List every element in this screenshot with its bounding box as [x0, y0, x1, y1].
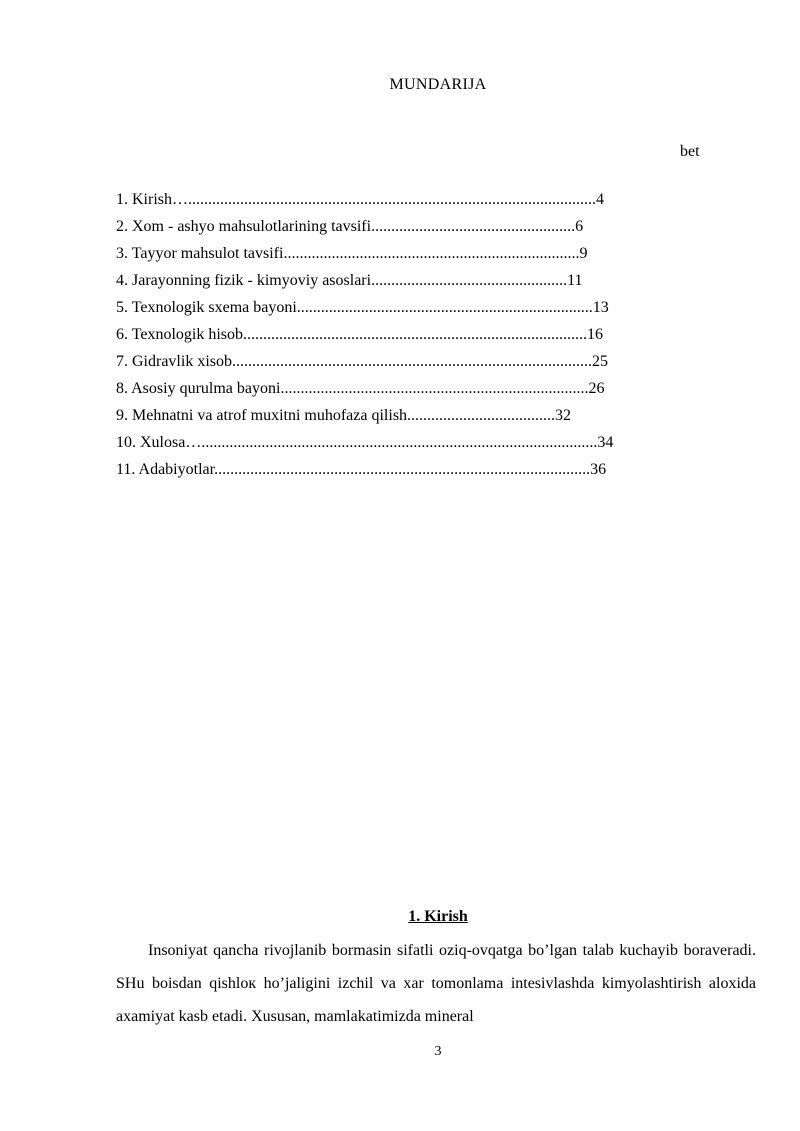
- toc-entry-texnologik-sxema: 5. Texnologik sxema bayoni..........................................................................13: [116, 299, 609, 316]
- toc-entry-asosiy-qurulma: 8. Asosiy qurulma bayoni.............................................................................26: [116, 380, 605, 397]
- table-of-contents: [116, 190, 613, 487]
- toc-title: MUNDARIJA: [389, 76, 487, 93]
- toc-entry-xom-ashyo: 2. Xom - ashyo mahsulotlarining tavsifi...................................................6: [116, 218, 584, 235]
- section-paragraph: Insoniyat qancha rivojlanib bormasin sifatli oziq-ovqatga bo’lgan talab kuchayib boraveradi. SHu boisdan qishloк ho’jaligini izchil va xar tomonlama intesivlashda kimyolashtirish aloxida axamiyat kasb etadi. Xususan, mamlakatimizda mineral: [116, 942, 756, 1025]
- section-heading: 1. Kirish: [408, 908, 468, 925]
- toc-entry-mehnat-muhofaza: 9. Mehnatni va atrof muxitni muhofaza qilish.....................................32: [116, 407, 572, 424]
- toc-entry-texnologik-hisob: 6. Texnologik hisob......................................................................................16: [116, 326, 604, 343]
- page-column-label: bet: [680, 143, 700, 160]
- toc-entry-xulosa: 10. Xulosa…...................................................................................................34: [116, 434, 614, 451]
- toc-entry-adabiyotlar: 11. Adabiyotlar..............................................................................................36: [116, 461, 607, 478]
- toc-entry-kirish: 1. Kirish…......................................................................................................4: [116, 191, 604, 208]
- toc-entry-fizik-kimyoviy: 4. Jarayonning fizik - kimyoviy asoslari.................................................11: [116, 272, 583, 289]
- toc-entry-gidravlik-xisob: 7. Gidravlik xisob..........................................................................................25: [116, 353, 608, 370]
- page-number: 3: [434, 1044, 442, 1059]
- toc-entry-tayyor-mahsulot: 3. Tayyor mahsulot tavsifi..........................................................................9: [116, 245, 588, 262]
